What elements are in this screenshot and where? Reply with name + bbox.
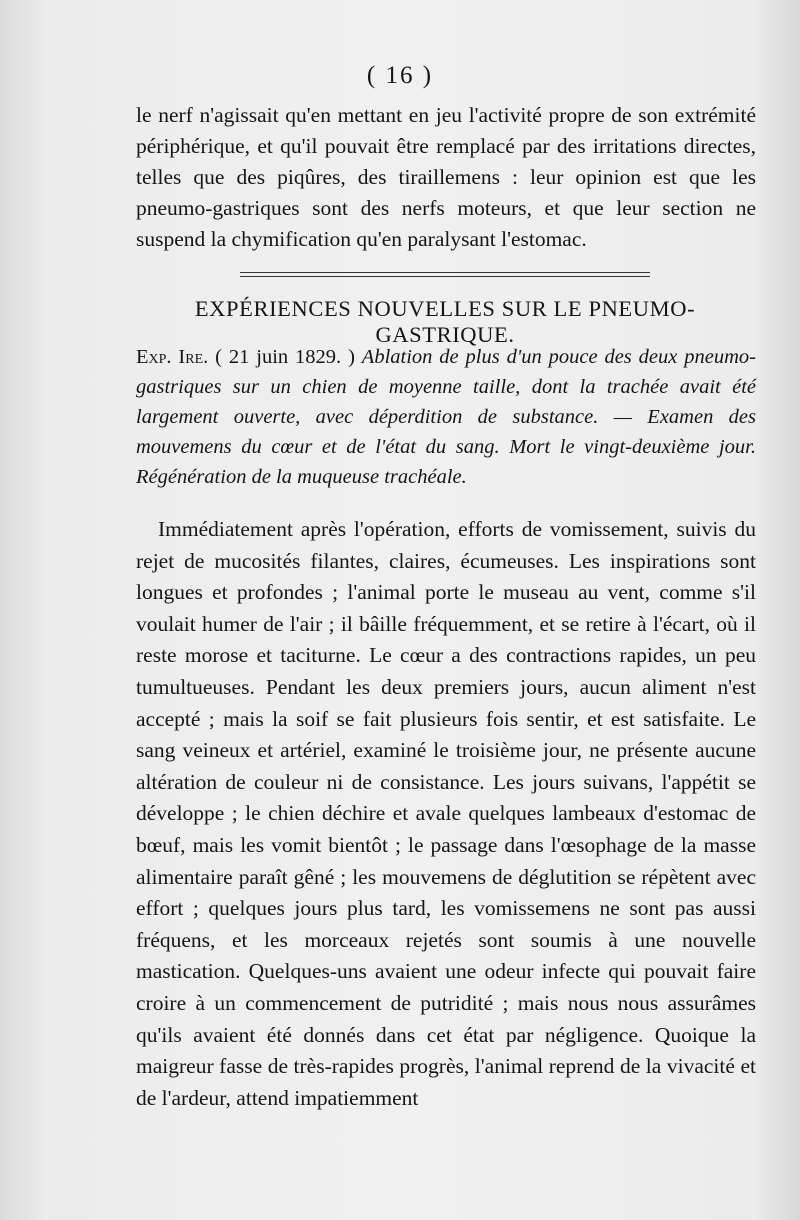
page-number: ( 16 ) <box>366 62 434 89</box>
experiment-heading <box>136 342 756 492</box>
experiment-date: ( 21 juin 1829. ) <box>215 346 355 368</box>
section-divider <box>240 272 650 277</box>
experiment-label: Exp. Ire. <box>136 346 209 368</box>
section-title: EXPÉRIENCES NOUVELLES SUR LE PNEUMO-GASTRIQUE. <box>194 296 696 347</box>
paragraph-2: Immédiatement après l'opération, efforts de vomissement, suivis du rejet de mucosités filantes, claires, écumeuses. Les inspirations sont longues et profondes ; l'animal porte le museau au vent, comme s'il voulait humer de l'air ; il bâille fréquemment, et se retire à l'écart, où il reste morose et taciturne. Le cœur a des contractions rapides, un peu tumultueuses. Pendant les deux premiers jours, aucun aliment n'est accepté ; mais la soif se fait plusieurs fois sentir, et est satisfaite. Le sang veineux et artériel, examiné le troisième jour, ne présente aucune altération de couleur ni de consistance. Les jours suivans, l'appétit se développe ; le chien déchire et avale quelques lambeaux d'estomac de bœuf, mais les vomit bientôt ; le passage dans l'œsophage de la masse alimentaire paraît gêné ; les mouvemens de déglutition se répètent avec effort ; quelques jours plus tard, les vomissemens ne sont pas aussi fréquens, et les morceaux rejetés sont soumis à une nouvelle mastication. Quelques-uns avaient une odeur infecte qui pouvait faire croire à un commencement de putridité ; mais nous nous assurâmes qu'ils avaient été donnés dans cet état par négligence. Quoique la maigreur fasse de très-rapides progrès, l'animal reprend de la vivacité et de l'ardeur, attend impatiemment <box>136 517 756 1110</box>
experiment-description: Ablation de plus d'un pouce des deux pneumo-gastriques sur un chien de moyenne taille, dont la trachée avait été largement ouverte, avec déperdition de substance. — Examen des mouvemens du cœur et de l'état du sang. Mort le vingt-deuxième jour. Régénération de la muqueuse trachéale. <box>136 346 756 488</box>
paragraph-1: le nerf n'agissait qu'en mettant en jeu l'activité propre de son extrémité périphérique, et qu'il pouvait être remplacé par des irritations directes, telles que des piqûres, des tiraillemens : leur opinion est que les pneumo-gastriques sont des nerfs moteurs, et que leur section ne suspend la chymification qu'en paralysant l'estomac. <box>136 103 756 251</box>
